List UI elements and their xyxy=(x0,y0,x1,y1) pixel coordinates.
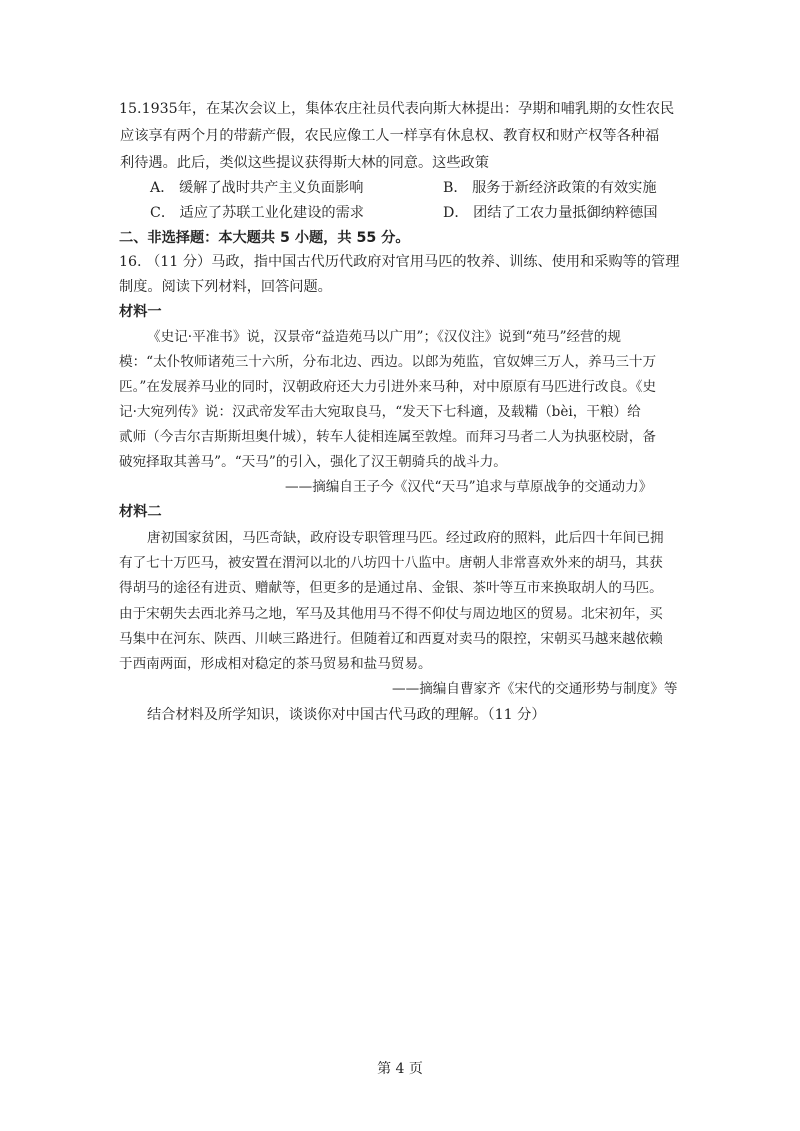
q15-line-2: 应该享有两个月的带薪产假，农民应像工人一样享有休息权、教育权和财产权等各种福 xyxy=(120,128,660,144)
q15-option-d: D． 团结了工农力量抵御纳粹德国 xyxy=(443,205,658,221)
material-2-line-3: 得胡马的途径有进贡、赠献等，但更多的是通过帛、金银、茶叶等互市来换取胡人的马匹。 xyxy=(119,580,663,596)
q16-intro-line-2: 制度。阅读下列材料，回答问题。 xyxy=(119,279,332,295)
material-1-line-6: 破宛择取其善马”。“天马”的引入，强化了汉王朝骑兵的战斗力。 xyxy=(119,454,507,470)
material-1-line-5: 贰师（今吉尔吉斯斯坦奥什城），转车人徒相连属至敦煌。而拜习马者二人为执驱校尉，备 xyxy=(119,429,656,445)
material-2-line-6: 于西南两面，形成相对稳定的茶马贸易和盐马贸易。 xyxy=(119,656,432,672)
page-number: 第 4 页 xyxy=(377,1061,423,1077)
section-2-heading: 二、非选择题：本大题共 5 小题，共 55 分。 xyxy=(119,230,410,246)
material-1-line-4: 记·大宛列传》说：汉武帝发军击大宛取良马，“发天下七科適，及载糒（bèi，干粮）给 xyxy=(119,404,641,420)
material-2-line-4: 由于宋朝失去西北养马之地，军马及其他用马不得不仰仗与周边地区的贸易。北宋初年，买 xyxy=(119,606,663,622)
material-2-source: ——摘编自曹家齐《宋代的交通形势与制度》等 xyxy=(392,681,678,697)
material-1-line-2: 模：“太仆牧师诸苑三十六所，分布北边、西边。以郎为苑监，官奴婢三万人，养马三十万 xyxy=(119,354,657,370)
material-2-heading: 材料二 xyxy=(119,504,162,520)
material-2-line-1: 唐初国家贫困，马匹奇缺，政府设专职管理马匹。经过政府的照料，此后四十年间已拥 xyxy=(147,530,664,546)
q15-line-3: 利待遇。此后，类似这些提议获得斯大林的同意。这些政策 xyxy=(120,155,489,171)
q15-option-a: A． 缓解了战时共产主义负面影响 xyxy=(150,180,364,196)
q15-option-c: C． 适应了苏联工业化建设的需求 xyxy=(150,205,364,221)
material-1-heading: 材料一 xyxy=(119,304,162,320)
q16-intro-line-1: 16. （11 分）马政，指中国古代历代政府对官用马匹的牧养、训练、使用和采购等的管理 xyxy=(119,254,680,270)
material-1-line-3: 匹。”在发展养马业的同时，汉朝政府还大力引进外来马种，对中原原有马匹进行改良。《史 xyxy=(119,379,657,395)
material-2-line-5: 马集中在河东、陕西、川峡三路进行。但随着辽和西夏对卖马的限控，宋朝买马越来越依赖 xyxy=(119,631,663,647)
q16-task: 结合材料及所学知识，谈谈你对中国古代马政的理解。（11 分） xyxy=(147,707,546,723)
q15-line-1: 15.1935年，在某次会议上，集体农庄社员代表向斯大林提出：孕期和哺乳期的女性农民 xyxy=(119,101,675,117)
material-1-line-1: 《史记·平准书》说，汉景帝“益造苑马以广用”；《汉仪注》说到“苑马”经营的规 xyxy=(147,329,621,345)
q15-option-b: B． 服务于新经济政策的有效实施 xyxy=(443,180,657,196)
material-1-source: ——摘编自王子今《汉代“天马”追求与草原战争的交通动力》 xyxy=(285,479,653,495)
material-2-line-2: 有了七十万匹马，被安置在渭河以北的八坊四十八监中。唐朝人非常喜欢外来的胡马，其获 xyxy=(119,555,663,571)
